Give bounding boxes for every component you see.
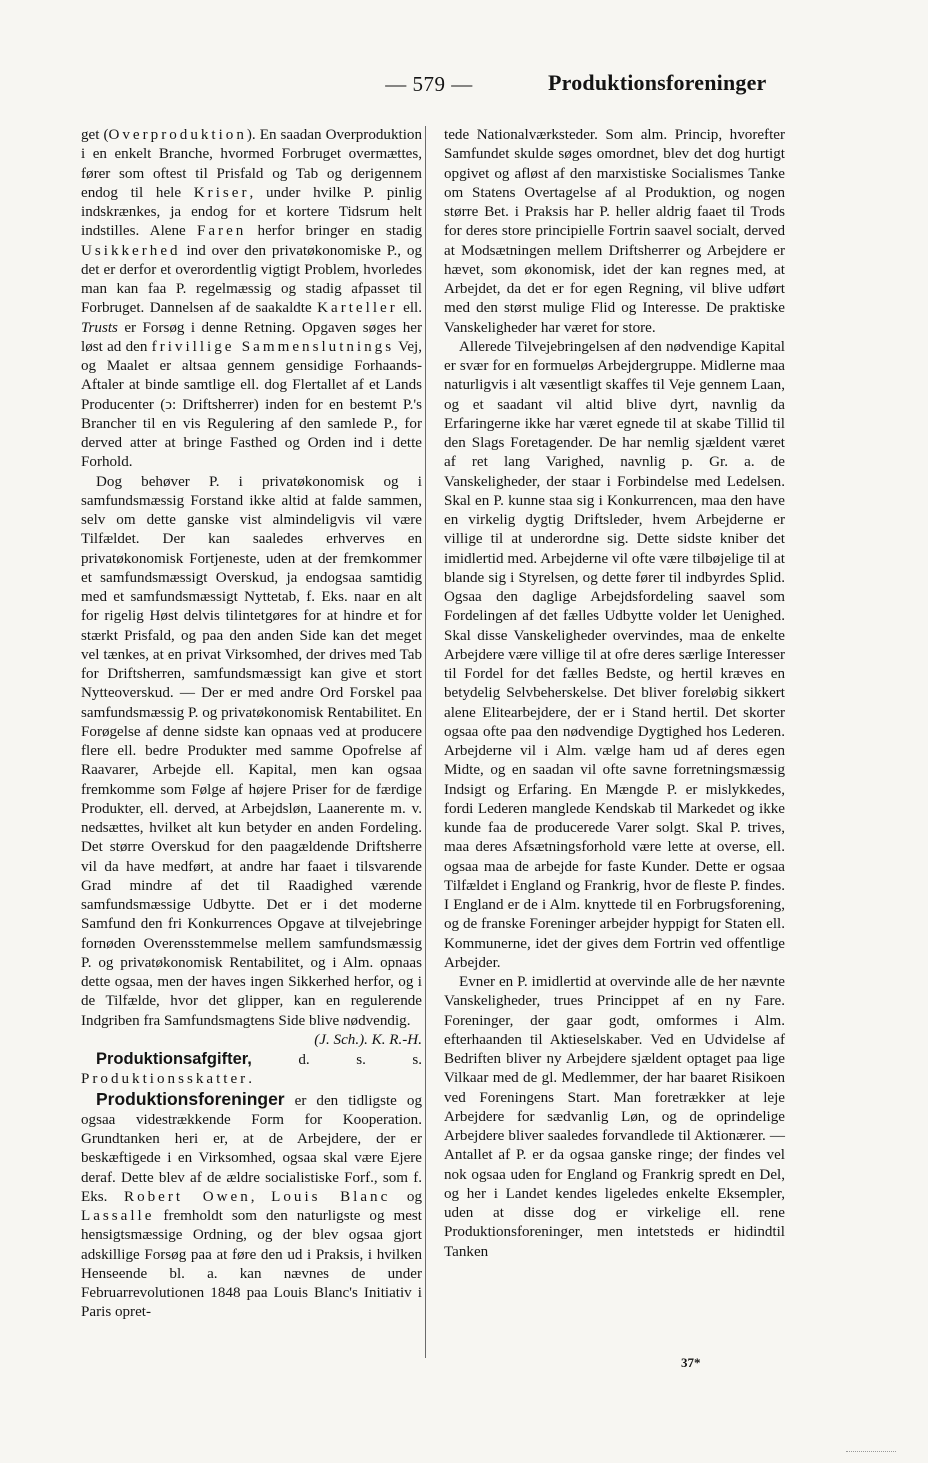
paragraph: Dog behøver P. i privatøkonomisk og i samfundsmæssig Forstand ikke altid at falde sammen, selv om dette ganske vist almindeligvis vil være Tilfældet. Der kan saaledes erhverves en privatøkonomisk Fortjeneste, uden at der fremkommer et samfundsmæssigt Overskud, ja endogsaa samtidig med et samfundsmæssigt Nyttetab, f. Eks. naar en alt for rigelig Høst delvis tilintetgøres for at hindre et for stærkt Prisfald, og paa den anden Side kan det meget vel tænkes, at en privat Virksomhed, der drives med Tab for Driftsherren, samfundsmæssigt kan give et stort Nytteoverskud. — Der er med andre Ord Forskel paa samfundsmæssig P. og privatøkonomisk Rentabilitet. En Forøgelse af denne sidste kan opnaas ved at producere flere ell. bedre Produkter med samme Opofrelse af Raavarer, Arbejde ell. Kapital, men kan ogsaa fremkomme som Følge af højere Priser for de færdige Produkter, ell. derved, at Arbejdsløn, Laanerente m. v. nedsættes, hvilket alt kun betyder en anden Fordeling. Det større Overskud for den paagældende Driftsherre vil da have medført, at andre har faaet i tilsvarende Grad mindre af det til Raadighed værende samfundsmæssige Udbytte. Det er i det moderne Samfund den fri Konkurrences Opgave at tilvejebringe fornøden Overensstemmelse mellem samfundsmæssig P. og privatøkonomisk Rentabilitet, og i Alm. opnaas dette ogsaa, men der haves ingen Sikkerhed herfor, og i de Tilfælde, hvor det glipper, kan en regulerende Indgriben fra Samfundsmagtens Side blive nødvendig. <box>81 473 422 1029</box>
entry-title: Produktionsforeninger <box>96 1088 285 1109</box>
running-head: Produktionsforeninger <box>548 70 767 95</box>
column-divider <box>425 126 426 1358</box>
entry-produktionsafgifter: Produktionsafgifter, d. s. s. Produktionsskatter. <box>81 1050 422 1088</box>
author-signature: (J. Sch.). K. R.-H. <box>314 1031 422 1048</box>
entry-produktionsforeninger: Produktionsforeninger er den tidligste og ogsaa videstrækkende Form for Kooperation. Grundtanken heri er, at de Arbejdere, der er beskæftigede i en Virksomhed, ogsaa skal være Ejere deraf. Dette blev af de ældre socialistiske Forf., som f. Eks. Robert Owen, Louis Blanc og Lassalle fremholdt som den naturligste og mest hensigtsmæssige Ordning, og der blev ogsaa gjort adskillige Forsøg paa at føre den ud i Praksis, i hvilken Henseende bl. a. kan nævnes de under Februarrevolutionen 1848 paa Louis Blanc's Initiativ i Paris opret- <box>81 1088 423 1321</box>
left-column <box>81 126 422 1323</box>
entry-title: Produktionsafgifter, <box>96 1050 252 1068</box>
right-column <box>444 126 785 1262</box>
scan-artifact <box>846 1451 896 1454</box>
page-header <box>0 70 928 102</box>
paragraph: Evner en P. imidlertid at overvinde alle de her nævnte Vanskeligheder, trues Princippet af en ny Fare. Foreninger, der gaar godt, omformes i Alm. efterhaanden til Aktieselskaber. Ved en Udvidelse af Bedriften bliver ny Arbejdere sjældent optaget paa lige Vilkaar med de gl. Medlemmer, der har baaret Risikoen ved Foreningens Start. Man foretrækker at leje Arbejdere for sædvanlig Løn, og de oprindelige Arbejdere bliver saaledes forvandlede til Aktionærer. — Antallet af P. er da ogsaa ganske ringe; der findes vel nok ogsaa uden for England og Frankrig spredt en Del, og her i Landet kendes ligeledes enkelte Eksempler, uden at disse dog er virkelige ell. rene Produktionsforeninger, men intetsteds er hidindtil Tanken <box>444 974 785 1260</box>
page-number: — 579 — <box>385 72 473 96</box>
paragraph: tede Nationalværksteder. Som alm. Princip, hvorefter Samfundet skulde søges omordnet, blev det dog hurtigt opgivet og afløst af den marxistiske Socialismes Tanke om Statens Overtagelse af al Produktion, og nogen større Bet. i Praksis har P. heller aldrig faaet til Trods for deres store principielle Fortrin saavel socialt, derved at Modsætningen mellem Driftsherrer og Arbejdere er hævet, som økonomisk, idet der kan regnes med, at Arbejdet, da det er for egen Regning, vil blive udført med den størst mulige Flid og Interesse. De praktiske Vanskeligheder har været for store. <box>444 127 785 336</box>
signature-mark: 37* <box>681 1355 701 1370</box>
paragraph: Allerede Tilvejebringelsen af den nødvendige Kapital er svær for en formueløs Arbejdergruppe. Midlerne maa naturligvis i alt væsentligt skaffes til Veje gennem Laan, og et saadant vil altid blive dyrt, navnlig da Erfaringerne ikke har været egnede til at skabe Tillid til den Slags Foretagender. De har nemlig sjældent været af ret lang Varighed, navnlig p. Gr. a. de Vanskeligheder, der staar i Forbindelse med Ledelsen. Skal en P. kunne staa sig i Konkurrencen, maa den have en virkelig dygtig Driftsleder, hvem Arbejderne er villige til at underordne sig. Dette sidste kniber det imidlertid med. Arbejderne vil ofte være tilbøjelige til at blande sig i Styrelsen, og dette fører til indbyrdes Splid. Ogsaa den daglige Arbejdsfordeling saavel som Fordelingen af det fælles Udbytte volder let Uenighed. Skal disse Vanskeligheder overvindes, maa de enkelte Arbejdere være villige til at ofre deres særlige Interesser til Fordel for det fælles Bedste, og hertil kræves en betydelig Selvbeherskelse. Det bliver foreløbig sikkert alene Elitearbejdere, der er i Stand hertil. Det skorter ogsaa ofte paa den nødvendige Dygtighed hos Lederen. Arbejderne vil i Alm. vælge ham ud af deres egen Midte, og en saadan vil ofte savne forretningsmæssig Indsigt og Erfaring. En Mængde P. er mislykkedes, fordi Lederen manglede Kendskab til Markedet og ikke kunde faa de producerede Varer solgt. Skal P. trives, maa deres Afsætningsforhold være lette at overse, ell. ogsaa maa de arbejde for faste Kunder. Dette er ogsaa Tilfældet i England og Frankrig, hvor de fleste P. findes. I England er de i Alm. knyttede til en Forbrugsforening, og de franske Foreninger arbejder hyppigt for Staten ell. Kommunerne, idet der gives dem Fortrin ved offentlige Arbejder. <box>444 338 785 971</box>
paragraph: get (Overproduktion). En saadan Overproduktion i en enkelt Branche, hvormed Forbruget overmættes, fører som oftest til Prisfald og Tab og derigennem endog til hele Kriser, under hvilke P. pinlig indskrænkes, ja endog for et kortere Tidsrum helt indstilles. Alene Faren herfor bringer en stadig Usikkerhed ind over den privatøkonomiske P., og det er derfor et overordentlig vigtigt Problem, hvorledes man kan faa P. regelmæssig og stadig afpasset til Forbruget. Dannelsen af de saakaldte Karteller ell. Trusts er Forsøg i denne Retning. Opgaven søges her løst ad den frivillige Sammenslutnings Vej, og Maalet er altsaa gennem gensidige Forhaands-Aftaler at binde samtlige ell. dog Flertallet af et Lands Producenter (ↄ: Driftsherrer) inden for en bestemt P.'s Brancher til en vis Regulering af den samlede P., for derved atter at bringe Fasthed og Orden ind i dette Forhold. <box>81 127 423 471</box>
